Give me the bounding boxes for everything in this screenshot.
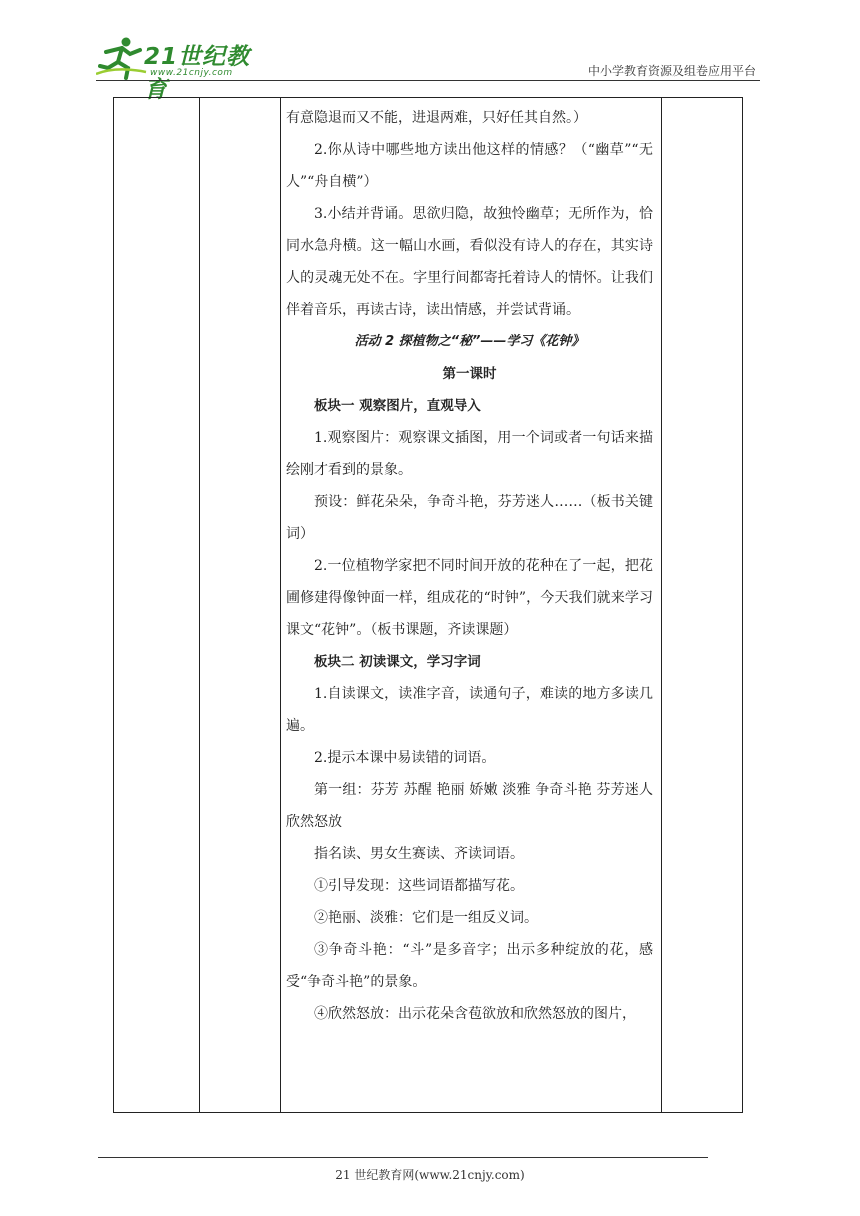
table-cell-col4 — [662, 98, 743, 1113]
content-paragraph: 1.自读课文，读准字音，读通句子，难读的地方多读几遍。 — [286, 686, 653, 734]
content-paragraph: ④欣然怒放：出示花朵含苞欲放和欣然怒放的图片， — [314, 1006, 636, 1022]
lesson-table — [113, 97, 743, 1113]
platform-title: 中小学教育资源及组卷应用平台 — [587, 64, 756, 78]
content-paragraph: 2.你从诗中哪些地方读出他这样的情感？（“幽草”“无人”“舟自横”） — [286, 142, 653, 190]
content-paragraph: 预设：鲜花朵朵，争奇斗艳，芬芳迷人……（板书关键词） — [286, 494, 653, 542]
content-paragraph: 板块一 观察图片，直观导入 — [314, 398, 481, 414]
table-row — [114, 98, 743, 1113]
content-paragraph: ③争奇斗艳：“斗”是多音字；出示多种绽放的花，感受“争奇斗艳”的景象。 — [286, 942, 653, 990]
content-paragraph: 3.小结并背诵。思欲归隐，故独怜幽草；无所作为，恰同水急舟横。这一幅山水画，看似没有诗人的存在，其实诗人的灵魂无处不在。字里行间都寄托着诗人的情怀。让我们伴着音乐，再读古诗，读出情感，并尝试背诵。 — [286, 206, 653, 318]
content-paragraph: 指名读、男女生赛读、齐读词语。 — [314, 846, 524, 862]
logo-url: www.21cnjy.com — [150, 68, 233, 78]
logo-text: 21世纪教育 — [144, 44, 251, 103]
content-paragraph: 第一课时 — [442, 366, 497, 382]
content-paragraph: 2.一位植物学家把不同时间开放的花种在了一起，把花圃修建得像钟面一样，组成花的“时钟”，今天我们就来学习课文“花钟”。（板书课题，齐读课题） — [286, 558, 653, 638]
footer-divider — [98, 1157, 708, 1158]
footer-text: 21 世纪教育网(www.21cnjy.com) — [335, 1168, 525, 1182]
content-paragraph: ②艳丽、淡雅：它们是一组反义词。 — [314, 910, 538, 926]
runner-logo-icon — [96, 36, 148, 80]
content-paragraph: ①引导发现：这些词语都描写花。 — [314, 878, 524, 894]
content-paragraph: 有意隐退而又不能，进退两难，只好任其自然。） — [286, 110, 587, 126]
logo — [96, 36, 266, 103]
content-paragraph: 板块二 初读课文，学习字词 — [314, 654, 481, 670]
content-paragraph: 活动 2 探植物之“秘”——学习《花钟》 — [354, 334, 585, 349]
table-cell-col1 — [114, 98, 200, 1113]
content-paragraph: 2.提示本课中易读错的词语。 — [314, 750, 496, 766]
content-paragraph: 1.观察图片：观察课文插图，用一个词或者一句话来描绘刚才看到的景象。 — [286, 430, 653, 478]
content-paragraph: 第一组：芬芳 苏醒 艳丽 娇嫩 淡雅 争奇斗艳 芬芳迷人 欣然怒放 — [286, 782, 653, 830]
table-cell-content — [281, 98, 662, 1113]
header-divider — [96, 80, 760, 81]
table-cell-col2 — [200, 98, 281, 1113]
lesson-content — [281, 98, 661, 1112]
page-header — [96, 30, 760, 103]
